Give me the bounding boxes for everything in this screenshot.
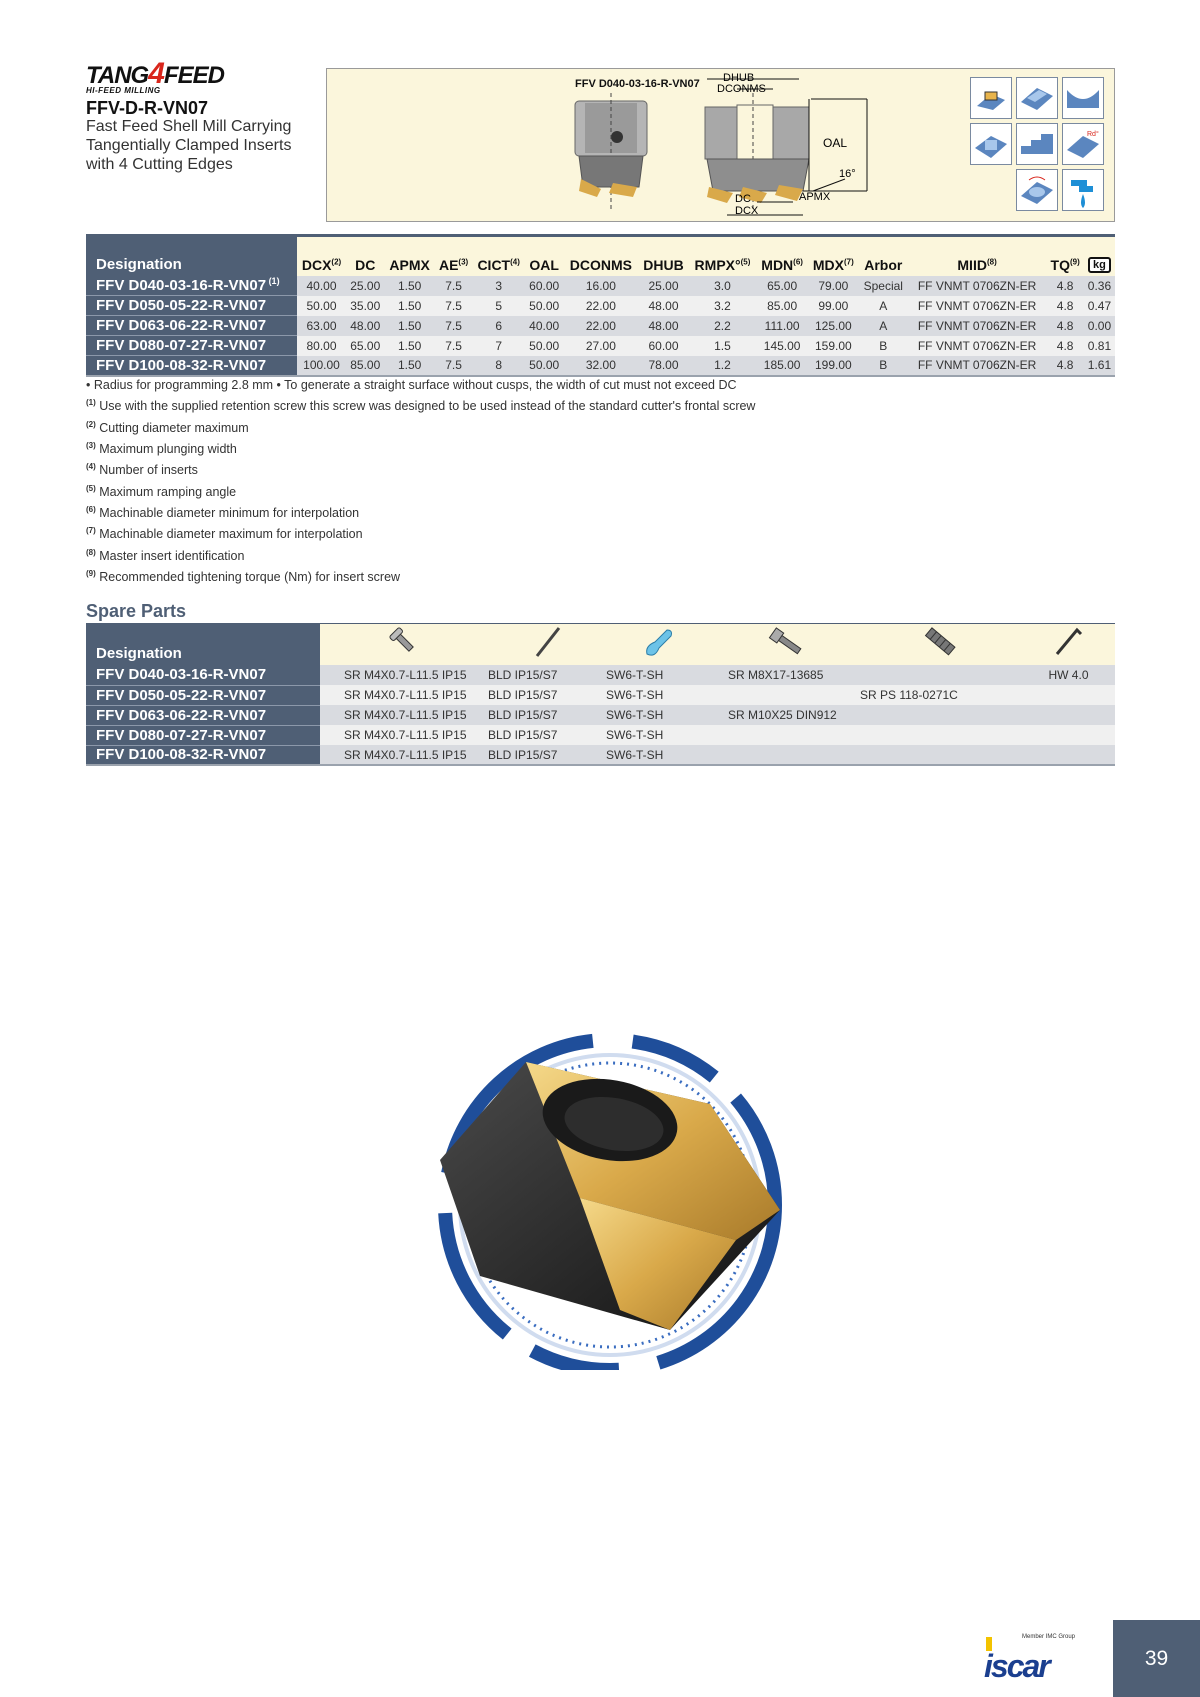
table-cell: 100.00 xyxy=(297,356,346,376)
dim-apmx: APMX xyxy=(799,191,831,203)
cutter-side-view xyxy=(575,93,647,209)
drawing-panel xyxy=(326,68,1115,222)
table-row xyxy=(86,356,1115,376)
table-cell: 32.00 xyxy=(563,356,638,376)
table-cell: 50.00 xyxy=(525,336,563,356)
spare-cell: BLD IP15/S7 xyxy=(488,665,606,685)
column-header-dhub: DHUB xyxy=(638,236,688,276)
table-cell: A xyxy=(859,316,908,336)
table-cell: FF VNMT 0706ZN-ER xyxy=(908,296,1047,316)
footnote-item: $^{(1)}$ Use with the supplied retention screw this screw was designed to be used instead of the standard cutter's frontal screw xyxy=(86,398,756,414)
spare-cell: SR M4X0.7-L11.5 IP15 xyxy=(320,665,488,685)
table-cell: 60.00 xyxy=(638,336,688,356)
stepped-milling-icon xyxy=(1016,123,1058,165)
footnotes xyxy=(86,376,755,586)
table-cell: FF VNMT 0706ZN-ER xyxy=(908,356,1047,376)
table-cell: Special xyxy=(859,276,908,296)
helical-interpolation-icon xyxy=(1016,169,1058,211)
designation-cell: FFV D080-07-27-R-VN07 xyxy=(86,336,297,356)
spare-cell xyxy=(860,665,1022,685)
table-cell: 1.50 xyxy=(385,336,435,356)
table-cell: FF VNMT 0706ZN-ER xyxy=(908,276,1047,296)
table-cell: 4.8 xyxy=(1046,356,1084,376)
brand-subtitle: HI-FEED MILLING xyxy=(86,86,161,95)
table-cell: 8 xyxy=(472,356,525,376)
table-cell: B xyxy=(859,356,908,376)
iscar-wordmark: iscar xyxy=(984,1648,1049,1683)
table-cell: 3 xyxy=(472,276,525,296)
table-cell: 4.8 xyxy=(1046,336,1084,356)
spare-cell: SR M4X0.7-L11.5 IP15 xyxy=(320,725,488,745)
table-cell: 50.00 xyxy=(525,356,563,376)
cutter-drawing xyxy=(567,69,967,223)
designation-cell: FFV D100-08-32-R-VN07 xyxy=(86,356,297,376)
retention-screw-icon xyxy=(712,624,860,665)
member-label: Member IMC Group xyxy=(1022,1634,1076,1640)
spare-designation-header: Designation xyxy=(86,624,320,665)
table-cell: 7.5 xyxy=(435,336,473,356)
table-cell: 85.00 xyxy=(346,356,384,376)
designation-cell: FFV D050-05-22-R-VN07 xyxy=(86,296,297,316)
table-cell: FF VNMT 0706ZN-ER xyxy=(908,336,1047,356)
spare-cell xyxy=(860,725,1022,745)
table-cell: 22.00 xyxy=(563,316,638,336)
table-cell: 60.00 xyxy=(525,276,563,296)
table-cell: 50.00 xyxy=(297,296,346,316)
table-cell: 1.50 xyxy=(385,316,435,336)
table-cell: 4.8 xyxy=(1046,316,1084,336)
spare-cell: SR M4X0.7-L11.5 IP15 xyxy=(320,745,488,765)
table-cell: 78.00 xyxy=(638,356,688,376)
threaded-pin-icon xyxy=(860,624,1022,665)
table-cell: 80.00 xyxy=(297,336,346,356)
table-cell: FF VNMT 0706ZN-ER xyxy=(908,316,1047,336)
table-cell: 1.50 xyxy=(385,276,435,296)
pocketing-icon xyxy=(970,123,1012,165)
table-row xyxy=(86,276,1115,296)
dim-dconms: DCONMS xyxy=(717,83,766,95)
spare-cell: SW6-T-SH xyxy=(606,725,712,745)
spare-cell: SR M4X0.7-L11.5 IP15 xyxy=(320,685,488,705)
table-cell: 111.00 xyxy=(756,316,808,336)
table-cell: 65.00 xyxy=(756,276,808,296)
table-cell: 63.00 xyxy=(297,316,346,336)
spare-row xyxy=(86,745,1115,765)
spare-cell: SW6-T-SH xyxy=(606,745,712,765)
table-cell: 40.00 xyxy=(525,316,563,336)
table-cell: 7.5 xyxy=(435,356,473,376)
hex-key-icon xyxy=(1022,624,1115,665)
table-cell: 65.00 xyxy=(346,336,384,356)
table-cell: 48.00 xyxy=(638,296,688,316)
table-cell: 4.8 xyxy=(1046,276,1084,296)
spare-cell xyxy=(1022,745,1115,765)
column-header-dconms: DCONMS xyxy=(563,236,638,276)
footnote-item: $^{(7)}$ Machinable diameter maximum for interpolation xyxy=(86,526,363,542)
column-header-rmpx: RMPX°$^{(5)}$ xyxy=(689,236,757,276)
product-description: Fast Feed Shell Mill Carrying Tangentially Clamped Inserts with 4 Cutting Edges xyxy=(86,118,292,173)
spare-designation-cell: FFV D063-06-22-R-VN07 xyxy=(86,705,320,725)
table-cell: 0.36 xyxy=(1084,276,1115,296)
spare-designation-cell: FFV D100-08-32-R-VN07 xyxy=(86,745,320,765)
spare-row xyxy=(86,725,1115,745)
table-cell: 16.00 xyxy=(563,276,638,296)
spare-cell xyxy=(712,745,860,765)
footnote-item: $^{(8)}$ Master insert identification xyxy=(86,547,245,563)
column-header-ae: AE$^{(3)}$ xyxy=(435,236,473,276)
spare-cell xyxy=(1022,725,1115,745)
footnote-item: $^{(3)}$ Maximum plunging width xyxy=(86,440,237,457)
page-number: 39 xyxy=(1113,1620,1200,1697)
designation-cell: FFV D063-06-22-R-VN07 xyxy=(86,316,297,336)
dim-oal: OAL xyxy=(823,136,848,150)
spare-parts-table xyxy=(86,624,1115,766)
spare-designation-cell: FFV D050-05-22-R-VN07 xyxy=(86,685,320,705)
table-cell: 185.00 xyxy=(756,356,808,376)
table-cell: 1.5 xyxy=(689,336,757,356)
table-row xyxy=(86,316,1115,336)
programming-note: • Radius for programming 2.8 mm • To generate a straight surface without cusps, the width of cut must not exceed DC xyxy=(86,378,737,392)
ramping-icon xyxy=(1062,123,1104,165)
shoulder-milling-icon xyxy=(1016,77,1058,119)
table-cell: 3.2 xyxy=(689,296,757,316)
column-header-cict: CICT$^{(4)}$ xyxy=(472,236,525,276)
footnote-item: $^{(5)}$ Maximum ramping angle xyxy=(86,483,237,499)
dim-angle: 16° xyxy=(839,168,856,180)
spare-cell: SR PS 118-0271C xyxy=(860,685,1022,705)
footnote-item: $^{(6)}$ Machinable diameter minimum for interpolation xyxy=(86,505,360,521)
spare-row xyxy=(86,665,1115,685)
table-cell: 5 xyxy=(472,296,525,316)
column-header-mdx: MDX$^{(7)}$ xyxy=(808,236,859,276)
spare-header-row xyxy=(86,624,1115,665)
table-cell: 7.5 xyxy=(435,276,473,296)
table-cell: 159.00 xyxy=(808,336,859,356)
spare-cell xyxy=(1022,705,1115,725)
column-header-dc: DC xyxy=(346,236,384,276)
spare-cell xyxy=(860,705,1022,725)
table-cell: 1.50 xyxy=(385,356,435,376)
spare-cell xyxy=(712,725,860,745)
brand-logo xyxy=(86,57,246,95)
table-cell: 1.50 xyxy=(385,296,435,316)
coolant-icon xyxy=(1062,169,1104,211)
spare-parts-title: Spare Parts xyxy=(86,601,187,621)
table-cell: 1.61 xyxy=(1084,356,1115,376)
table-cell: 7.5 xyxy=(435,316,473,336)
table-cell: 40.00 xyxy=(297,276,346,296)
spare-cell: SR M10X25 DIN912 xyxy=(712,705,860,725)
table-header-row xyxy=(86,236,1115,276)
spare-cell: BLD IP15/S7 xyxy=(488,685,606,705)
spare-cell xyxy=(860,745,1022,765)
table-cell: 125.00 xyxy=(808,316,859,336)
table-cell: 4.8 xyxy=(1046,296,1084,316)
column-header-miid: MIID$^{(8)}$ xyxy=(908,236,1047,276)
table-cell: 25.00 xyxy=(638,276,688,296)
table-cell: 85.00 xyxy=(756,296,808,316)
iscar-logo xyxy=(984,1633,1084,1683)
table-row xyxy=(86,336,1115,356)
drawing-title: FFV D040-03-16-R-VN07 xyxy=(575,78,700,90)
spare-row xyxy=(86,685,1115,705)
spare-cell xyxy=(712,685,860,705)
brand-wordmark: TANG4FEED xyxy=(86,57,224,90)
column-header-mdn: MDN$^{(6)}$ xyxy=(756,236,808,276)
screwdriver-blade-icon xyxy=(488,624,606,665)
face-milling-icon xyxy=(970,77,1012,119)
spare-designation-cell: FFV D040-03-16-R-VN07 xyxy=(86,665,320,685)
table-cell: 2.2 xyxy=(689,316,757,336)
insert-photo xyxy=(430,1030,790,1370)
table-cell: 25.00 xyxy=(346,276,384,296)
spare-cell: HW 4.0 xyxy=(1022,665,1115,685)
table-cell: 0.81 xyxy=(1084,336,1115,356)
table-cell: 27.00 xyxy=(563,336,638,356)
screw-icon xyxy=(320,624,488,665)
spare-cell: SR M8X17-13685 xyxy=(712,665,860,685)
designation-header: Designation xyxy=(86,236,297,276)
footnote-item: $^{(2)}$ Cutting diameter maximum xyxy=(86,419,249,435)
column-header-dcx: DCX$^{(2)}$ xyxy=(297,236,346,276)
table-cell: 99.00 xyxy=(808,296,859,316)
table-cell: 6 xyxy=(472,316,525,336)
table-cell: 0.47 xyxy=(1084,296,1115,316)
dim-dhub: DHUB xyxy=(723,72,755,84)
ramping-label: Rd° xyxy=(1087,131,1099,138)
product-code: FFV-D-R-VN07 xyxy=(86,98,209,118)
table-cell: B xyxy=(859,336,908,356)
table-cell: 48.00 xyxy=(346,316,384,336)
table-cell: 7 xyxy=(472,336,525,356)
spare-cell: SW6-T-SH xyxy=(606,705,712,725)
spare-row xyxy=(86,705,1115,725)
spare-cell: BLD IP15/S7 xyxy=(488,705,606,725)
table-cell: 50.00 xyxy=(525,296,563,316)
table-cell: 7.5 xyxy=(435,296,473,316)
table-cell: 145.00 xyxy=(756,336,808,356)
spare-designation-cell: FFV D080-07-27-R-VN07 xyxy=(86,725,320,745)
table-cell: 0.00 xyxy=(1084,316,1115,336)
table-cell: 199.00 xyxy=(808,356,859,376)
column-header-oal: OAL xyxy=(525,236,563,276)
dim-dcx: DCX xyxy=(735,205,759,217)
table-cell: 22.00 xyxy=(563,296,638,316)
table-cell: 79.00 xyxy=(808,276,859,296)
weight-kg-icon: kg xyxy=(1084,236,1115,276)
spare-cell: SR M4X0.7-L11.5 IP15 xyxy=(320,705,488,725)
column-header-tq: TQ$^{(9)}$ xyxy=(1046,236,1084,276)
key-handle-icon xyxy=(606,624,712,665)
dim-dc: DC xyxy=(735,193,751,205)
table-cell: A xyxy=(859,296,908,316)
designation-cell: FFV D040-03-16-R-VN07 $^{(1)}$ xyxy=(86,276,297,296)
table-cell: 1.2 xyxy=(689,356,757,376)
table-row xyxy=(86,296,1115,316)
footnote-item: $^{(4)}$ Number of inserts xyxy=(86,462,198,478)
footnote-item: $^{(9)}$ Recommended tightening torque (Nm) for insert screw xyxy=(86,569,401,585)
table-cell: 35.00 xyxy=(346,296,384,316)
spare-cell: BLD IP15/S7 xyxy=(488,745,606,765)
table-cell: 48.00 xyxy=(638,316,688,336)
spare-cell: SW6-T-SH xyxy=(606,685,712,705)
spare-cell: SW6-T-SH xyxy=(606,665,712,685)
cutter-spec-table xyxy=(86,234,1115,377)
column-header-apmx: APMX xyxy=(385,236,435,276)
column-header-arbor: Arbor xyxy=(859,236,908,276)
spare-cell: BLD IP15/S7 xyxy=(488,725,606,745)
spare-cell xyxy=(1022,685,1115,705)
profiling-icon xyxy=(1062,77,1104,119)
table-cell: 3.0 xyxy=(689,276,757,296)
